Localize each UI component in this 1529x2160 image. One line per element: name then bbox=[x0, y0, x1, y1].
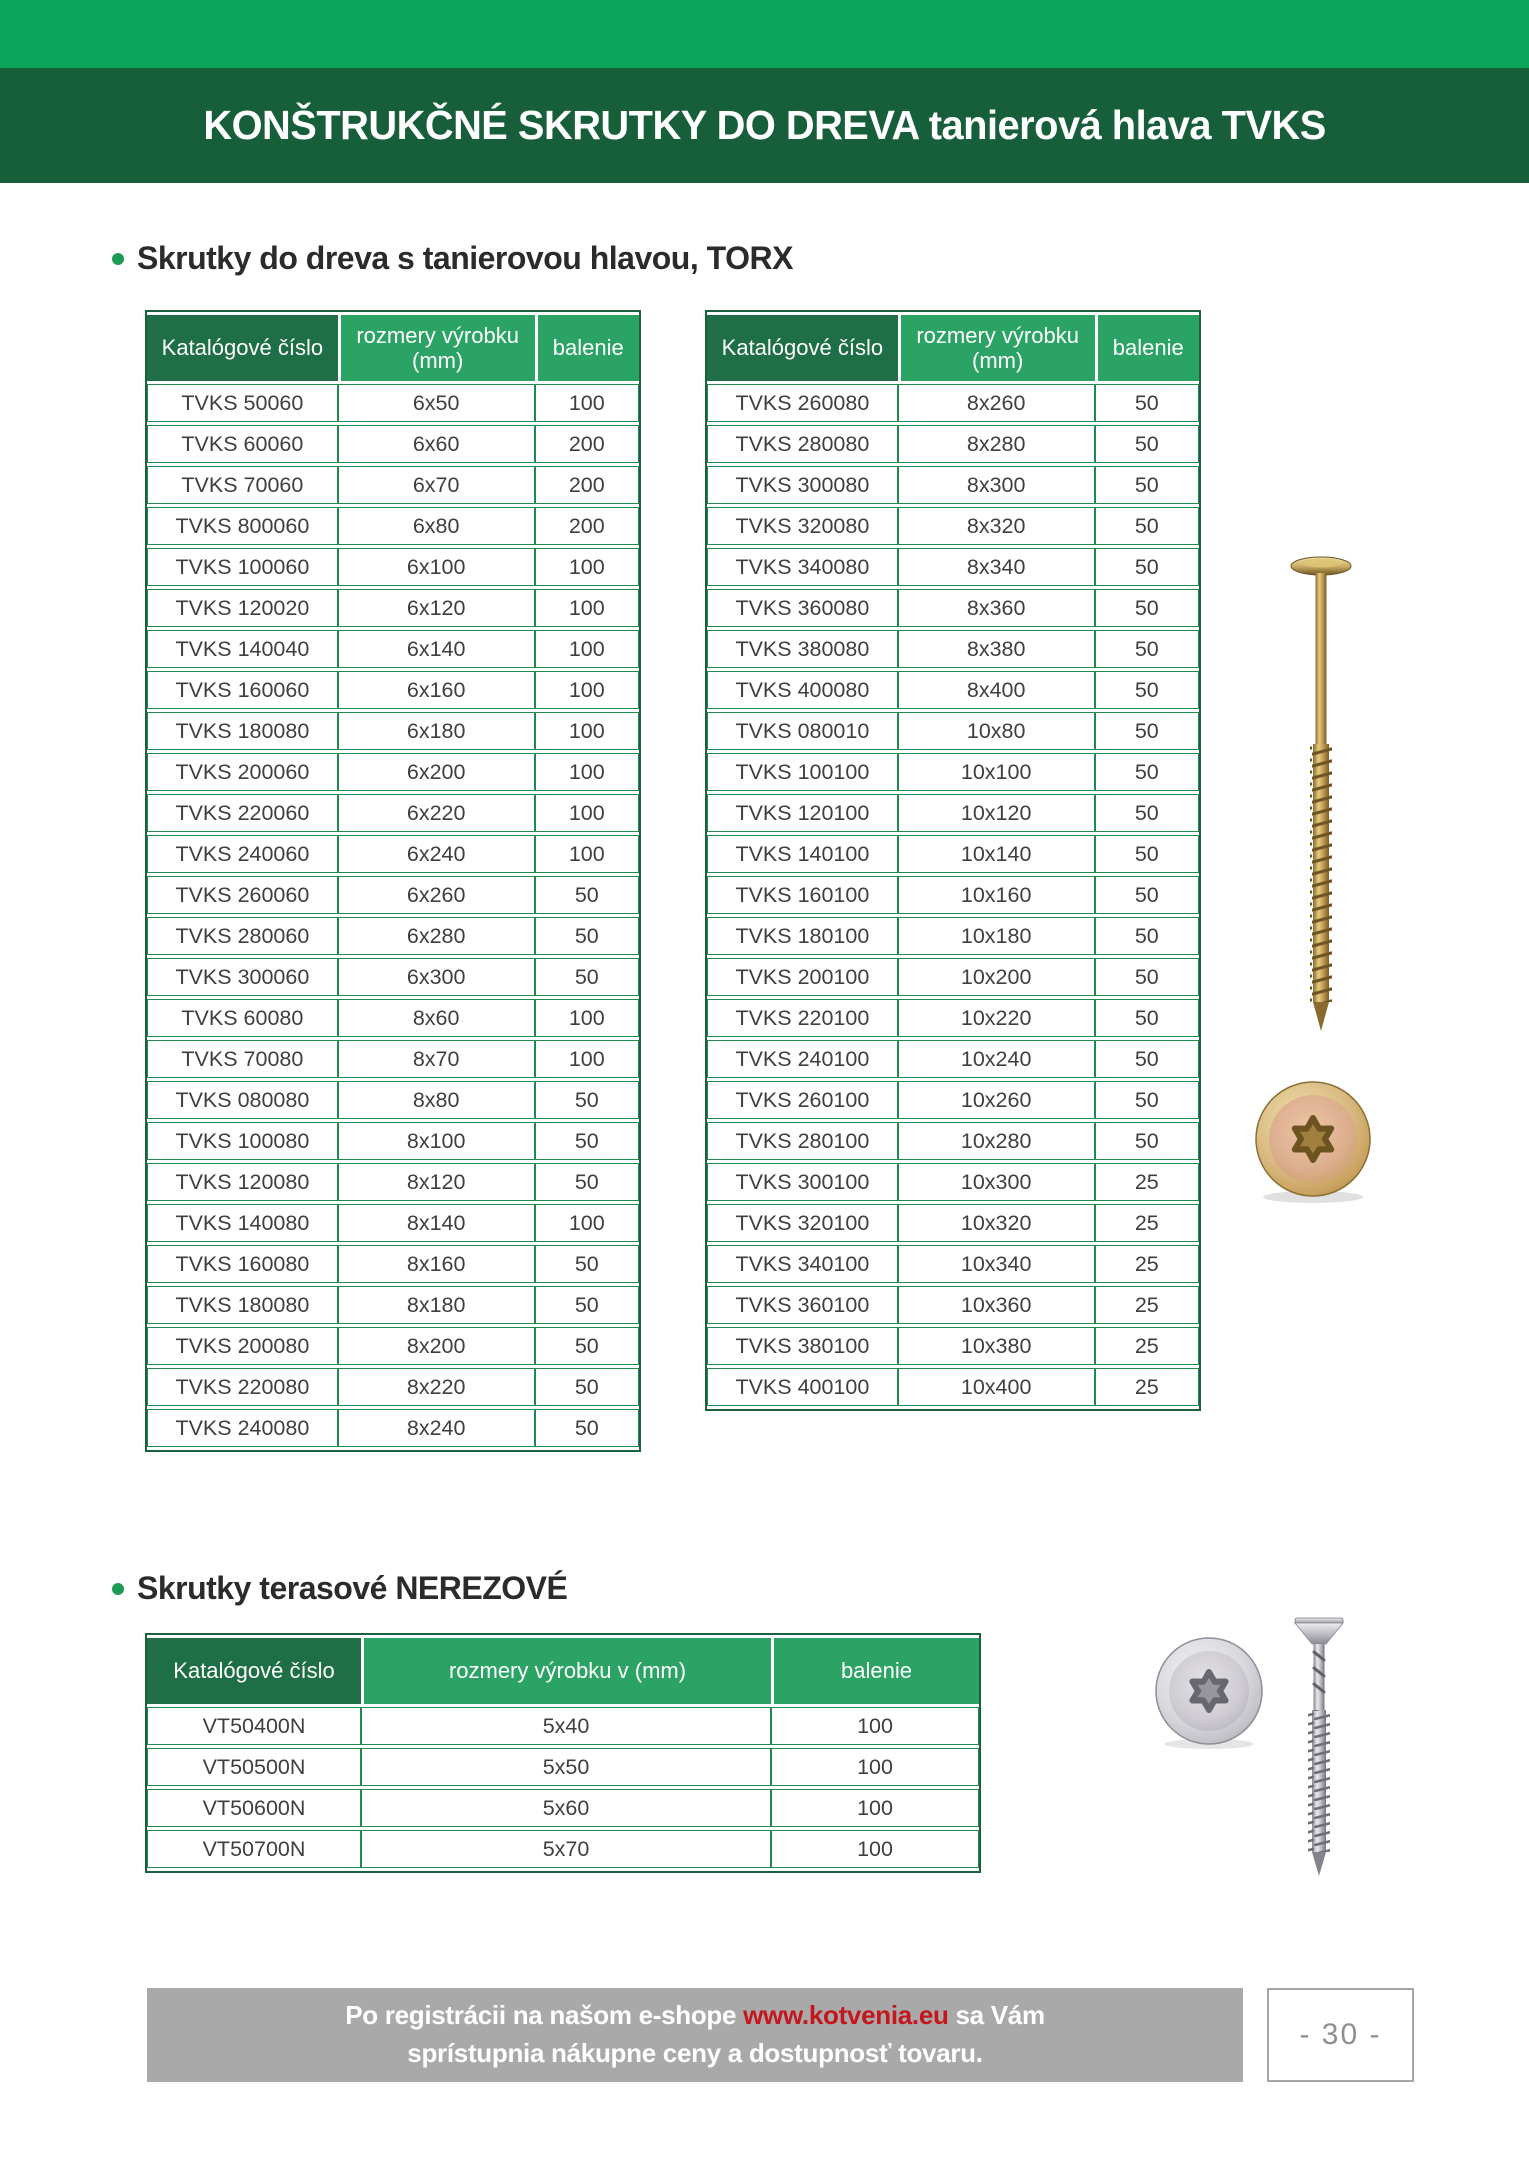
table-cell: 8x140 bbox=[338, 1204, 535, 1242]
table-cell: TVKS 360100 bbox=[707, 1286, 898, 1324]
table-row bbox=[147, 1368, 639, 1406]
table-cell: 6x70 bbox=[338, 466, 535, 504]
table-cell: TVKS 160080 bbox=[147, 1245, 338, 1283]
table-cell: 10x280 bbox=[898, 1122, 1095, 1160]
table-cell: TVKS 120100 bbox=[707, 794, 898, 832]
table-cell: TVKS 120020 bbox=[147, 589, 338, 627]
table-row bbox=[147, 589, 639, 627]
section-heading-text: Skrutky terasové NEREZOVÉ bbox=[137, 1570, 568, 1606]
table-cell: TVKS 380100 bbox=[707, 1327, 898, 1365]
footer-line-1 bbox=[345, 1997, 1045, 2035]
table-row bbox=[147, 1327, 639, 1365]
column-header: Katalógové číslo bbox=[147, 1638, 361, 1704]
table-cell: 100 bbox=[535, 1040, 639, 1078]
table-cell: TVKS 50060 bbox=[147, 384, 338, 422]
terrace-screw-side-photo bbox=[1292, 1612, 1346, 1885]
table-cell: 100 bbox=[535, 794, 639, 832]
table-row bbox=[147, 548, 639, 586]
table-header-row bbox=[147, 315, 639, 381]
table-cell: 10x340 bbox=[898, 1245, 1095, 1283]
table-cell: 50 bbox=[535, 1327, 639, 1365]
table-cell: 25 bbox=[1095, 1163, 1199, 1201]
page-number: - 30 - bbox=[1299, 2018, 1382, 2051]
page-title: KONŠTRUKČNÉ SKRUTKY DO DREVA tanierová hlava TVKS bbox=[203, 102, 1326, 148]
table-row bbox=[147, 999, 639, 1037]
table-cell: TVKS 280060 bbox=[147, 917, 338, 955]
footer-note bbox=[147, 1988, 1243, 2082]
table-cell: TVKS 100060 bbox=[147, 548, 338, 586]
column-header: rozmery výrobku v (mm) bbox=[361, 1638, 771, 1704]
table-cell: 8x100 bbox=[338, 1122, 535, 1160]
table-cell: TVKS 70060 bbox=[147, 466, 338, 504]
table-cell: 6x160 bbox=[338, 671, 535, 709]
table-cell: 50 bbox=[1095, 589, 1199, 627]
table-cell: 200 bbox=[535, 466, 639, 504]
table-cell: 10x140 bbox=[898, 835, 1095, 873]
table-cell: 50 bbox=[1095, 384, 1199, 422]
column-header: Katalógové číslo bbox=[147, 315, 338, 381]
website-link[interactable]: www.kotvenia.eu bbox=[743, 2000, 949, 2031]
table-cell: TVKS 320080 bbox=[707, 507, 898, 545]
table-cell: TVKS 260080 bbox=[707, 384, 898, 422]
table-row bbox=[147, 1789, 979, 1827]
table-cell: 50 bbox=[1095, 835, 1199, 873]
table-cell: TVKS 240100 bbox=[707, 1040, 898, 1078]
table-cell: 5x40 bbox=[361, 1707, 771, 1745]
table-row bbox=[707, 589, 1199, 627]
table-row bbox=[707, 1081, 1199, 1119]
table-cell: TVKS 60080 bbox=[147, 999, 338, 1037]
table-cell: 50 bbox=[535, 1409, 639, 1447]
table-row bbox=[707, 1163, 1199, 1201]
table-cell: 50 bbox=[1095, 999, 1199, 1037]
footer-text: sa Vám bbox=[948, 2000, 1045, 2031]
table-cell: 100 bbox=[771, 1707, 979, 1745]
table-cell: 50 bbox=[535, 917, 639, 955]
table-cell: 8x220 bbox=[338, 1368, 535, 1406]
table-row bbox=[147, 1040, 639, 1078]
table-cell: TVKS 160100 bbox=[707, 876, 898, 914]
table-header-row bbox=[707, 315, 1199, 381]
table-cell: TVKS 360080 bbox=[707, 589, 898, 627]
table-cell: TVKS 260060 bbox=[147, 876, 338, 914]
table-row bbox=[147, 753, 639, 791]
terrace-screw-head-photo bbox=[1154, 1636, 1266, 1757]
table-cell: TVKS 240080 bbox=[147, 1409, 338, 1447]
table-row bbox=[147, 1204, 639, 1242]
table-cell: 8x240 bbox=[338, 1409, 535, 1447]
table-cell: TVKS 080010 bbox=[707, 712, 898, 750]
table-cell: 100 bbox=[535, 671, 639, 709]
top-accent-bar bbox=[0, 0, 1529, 68]
table-cell: 100 bbox=[535, 384, 639, 422]
table-cell: 100 bbox=[771, 1748, 979, 1786]
table-row bbox=[707, 1286, 1199, 1324]
table-cell: TVKS 220100 bbox=[707, 999, 898, 1037]
table-cell: TVKS 180080 bbox=[147, 712, 338, 750]
table-row bbox=[707, 917, 1199, 955]
table-cell: 6x80 bbox=[338, 507, 535, 545]
table-cell: 10x100 bbox=[898, 753, 1095, 791]
table-cell: 8x80 bbox=[338, 1081, 535, 1119]
table-cell: 8x260 bbox=[898, 384, 1095, 422]
table-cell: 10x380 bbox=[898, 1327, 1095, 1365]
bullet-icon bbox=[112, 253, 124, 265]
table-cell: 8x360 bbox=[898, 589, 1095, 627]
table-cell: 50 bbox=[1095, 548, 1199, 586]
footer-line-2: sprístupnia nákupne ceny a dostupnosť tovaru. bbox=[407, 2038, 983, 2068]
table-cell: VT50700N bbox=[147, 1830, 361, 1868]
table-cell: TVKS 120080 bbox=[147, 1163, 338, 1201]
footer-text: Po registrácii na našom e-shope bbox=[345, 2000, 744, 2031]
table-row bbox=[707, 384, 1199, 422]
table-cell: 50 bbox=[1095, 917, 1199, 955]
table-cell: TVKS 400100 bbox=[707, 1368, 898, 1406]
table-row bbox=[147, 671, 639, 709]
table-cell: 50 bbox=[535, 958, 639, 996]
table-cell: TVKS 400080 bbox=[707, 671, 898, 709]
table-cell: 200 bbox=[535, 425, 639, 463]
table-row bbox=[707, 1040, 1199, 1078]
table-row bbox=[147, 1245, 639, 1283]
table-cell: TVKS 200060 bbox=[147, 753, 338, 791]
table-cell: 50 bbox=[1095, 671, 1199, 709]
table-cell: 6x50 bbox=[338, 384, 535, 422]
table-row bbox=[707, 1368, 1199, 1406]
table-cell: TVKS 300080 bbox=[707, 466, 898, 504]
table-cell: TVKS 280100 bbox=[707, 1122, 898, 1160]
table-cell: TVKS 100080 bbox=[147, 1122, 338, 1160]
table-cell: 50 bbox=[535, 1122, 639, 1160]
table-row bbox=[707, 753, 1199, 791]
table-cell: 6x60 bbox=[338, 425, 535, 463]
table-cell: 10x180 bbox=[898, 917, 1095, 955]
table-cell: TVKS 800060 bbox=[147, 507, 338, 545]
table-row bbox=[147, 794, 639, 832]
table-cell: 100 bbox=[535, 712, 639, 750]
table-cell: TVKS 240060 bbox=[147, 835, 338, 873]
table-cell: 8x280 bbox=[898, 425, 1095, 463]
table-cell: 50 bbox=[535, 1163, 639, 1201]
table-row bbox=[147, 958, 639, 996]
table-cell: TVKS 220080 bbox=[147, 1368, 338, 1406]
table-terrace-screws bbox=[145, 1633, 981, 1873]
table-tvks-left bbox=[145, 310, 641, 1452]
table-row bbox=[707, 712, 1199, 750]
table-cell: 6x200 bbox=[338, 753, 535, 791]
table-cell: 100 bbox=[535, 999, 639, 1037]
table-row bbox=[147, 507, 639, 545]
table-cell: TVKS 320100 bbox=[707, 1204, 898, 1242]
table-row bbox=[147, 1081, 639, 1119]
table-cell: TVKS 380080 bbox=[707, 630, 898, 668]
table-cell: 50 bbox=[1095, 876, 1199, 914]
table-row bbox=[147, 1163, 639, 1201]
table-cell: 50 bbox=[1095, 1040, 1199, 1078]
table-cell: 200 bbox=[535, 507, 639, 545]
table-cell: 50 bbox=[1095, 794, 1199, 832]
table-row bbox=[147, 1409, 639, 1447]
table-cell: 10x360 bbox=[898, 1286, 1095, 1324]
table-cell: 10x300 bbox=[898, 1163, 1095, 1201]
table-cell: 6x280 bbox=[338, 917, 535, 955]
table-cell: 100 bbox=[535, 589, 639, 627]
table-row bbox=[707, 876, 1199, 914]
table-cell: 5x60 bbox=[361, 1789, 771, 1827]
table-cell: 8x400 bbox=[898, 671, 1095, 709]
table-row bbox=[147, 1748, 979, 1786]
column-header: balenie bbox=[771, 1638, 979, 1704]
section-terrace-heading bbox=[112, 1570, 567, 1607]
bullet-icon bbox=[112, 1583, 124, 1595]
table-cell: 100 bbox=[771, 1789, 979, 1827]
table-cell: 8x200 bbox=[338, 1327, 535, 1365]
table-cell: TVKS 260100 bbox=[707, 1081, 898, 1119]
table-cell: 50 bbox=[1095, 753, 1199, 791]
table-cell: 6x260 bbox=[338, 876, 535, 914]
table-cell: VT50400N bbox=[147, 1707, 361, 1745]
table-cell: TVKS 280080 bbox=[707, 425, 898, 463]
table-header-row bbox=[147, 1638, 979, 1704]
table-cell: 25 bbox=[1095, 1204, 1199, 1242]
table-cell: 100 bbox=[771, 1830, 979, 1868]
table-cell: 50 bbox=[1095, 1081, 1199, 1119]
page-title-bar bbox=[0, 68, 1529, 183]
table-row bbox=[147, 466, 639, 504]
table-cell: 8x60 bbox=[338, 999, 535, 1037]
table-cell: 100 bbox=[535, 1204, 639, 1242]
table-cell: 8x70 bbox=[338, 1040, 535, 1078]
table-cell: TVKS 220060 bbox=[147, 794, 338, 832]
table-cell: 6x100 bbox=[338, 548, 535, 586]
table-cell: TVKS 340100 bbox=[707, 1245, 898, 1283]
table-row bbox=[707, 466, 1199, 504]
table-cell: 6x120 bbox=[338, 589, 535, 627]
table-cell: 10x320 bbox=[898, 1204, 1095, 1242]
table-cell: 50 bbox=[535, 876, 639, 914]
table-cell: 50 bbox=[535, 1245, 639, 1283]
table-cell: 8x120 bbox=[338, 1163, 535, 1201]
table-cell: 8x300 bbox=[898, 466, 1095, 504]
table-row bbox=[707, 507, 1199, 545]
table-row bbox=[707, 999, 1199, 1037]
table-cell: 10x400 bbox=[898, 1368, 1095, 1406]
table-cell: TVKS 160060 bbox=[147, 671, 338, 709]
table-row bbox=[707, 630, 1199, 668]
table-cell: 25 bbox=[1095, 1286, 1199, 1324]
table-cell: 6x300 bbox=[338, 958, 535, 996]
table-row bbox=[707, 794, 1199, 832]
table-cell: TVKS 140100 bbox=[707, 835, 898, 873]
table-row bbox=[707, 958, 1199, 996]
table-row bbox=[147, 1286, 639, 1324]
table-row bbox=[147, 630, 639, 668]
table-cell: TVKS 200100 bbox=[707, 958, 898, 996]
table-row bbox=[147, 835, 639, 873]
table-cell: 8x340 bbox=[898, 548, 1095, 586]
page-number-box bbox=[1267, 1988, 1414, 2082]
table-cell: 25 bbox=[1095, 1245, 1199, 1283]
section-heading-text: Skrutky do dreva s tanierovou hlavou, TORX bbox=[137, 240, 793, 276]
table-cell: 100 bbox=[535, 630, 639, 668]
table-cell: 8x380 bbox=[898, 630, 1095, 668]
table-cell: 6x240 bbox=[338, 835, 535, 873]
table-cell: 6x180 bbox=[338, 712, 535, 750]
table-cell: TVKS 60060 bbox=[147, 425, 338, 463]
table-tvks-right bbox=[705, 310, 1201, 1411]
table-cell: TVKS 180100 bbox=[707, 917, 898, 955]
table-cell: 10x240 bbox=[898, 1040, 1095, 1078]
table-cell: TVKS 140080 bbox=[147, 1204, 338, 1242]
table-cell: 8x160 bbox=[338, 1245, 535, 1283]
table-row bbox=[707, 1327, 1199, 1365]
table-cell: 5x50 bbox=[361, 1748, 771, 1786]
table-cell: 50 bbox=[1095, 1122, 1199, 1160]
table-cell: TVKS 300100 bbox=[707, 1163, 898, 1201]
table-cell: 10x80 bbox=[898, 712, 1095, 750]
column-header: rozmery výrobku (mm) bbox=[898, 315, 1095, 381]
table-cell: TVKS 340080 bbox=[707, 548, 898, 586]
column-header: balenie bbox=[535, 315, 639, 381]
table-cell: 10x120 bbox=[898, 794, 1095, 832]
section-torx-heading bbox=[112, 240, 793, 277]
column-header: balenie bbox=[1095, 315, 1199, 381]
table-cell: 50 bbox=[1095, 630, 1199, 668]
table-cell: 50 bbox=[1095, 712, 1199, 750]
table-cell: 50 bbox=[1095, 958, 1199, 996]
table-cell: VT50500N bbox=[147, 1748, 361, 1786]
table-row bbox=[707, 1245, 1199, 1283]
table-row bbox=[147, 1830, 979, 1868]
table-cell: 6x140 bbox=[338, 630, 535, 668]
table-cell: 50 bbox=[1095, 425, 1199, 463]
table-cell: 8x320 bbox=[898, 507, 1095, 545]
screw-head-photo bbox=[1252, 1078, 1376, 1211]
table-row bbox=[707, 671, 1199, 709]
table-cell: TVKS 70080 bbox=[147, 1040, 338, 1078]
table-row bbox=[707, 548, 1199, 586]
table-row bbox=[147, 384, 639, 422]
table-cell: 10x160 bbox=[898, 876, 1095, 914]
table-cell: 6x220 bbox=[338, 794, 535, 832]
table-cell: VT50600N bbox=[147, 1789, 361, 1827]
table-cell: 50 bbox=[535, 1286, 639, 1324]
table-row bbox=[147, 425, 639, 463]
table-cell: TVKS 200080 bbox=[147, 1327, 338, 1365]
table-cell: 50 bbox=[535, 1081, 639, 1119]
table-cell: 50 bbox=[1095, 466, 1199, 504]
column-header: rozmery výrobku (mm) bbox=[338, 315, 535, 381]
table-cell: 100 bbox=[535, 548, 639, 586]
table-cell: TVKS 300060 bbox=[147, 958, 338, 996]
table-cell: 10x200 bbox=[898, 958, 1095, 996]
table-cell: TVKS 140040 bbox=[147, 630, 338, 668]
table-cell: 100 bbox=[535, 835, 639, 873]
screw-side-photo bbox=[1288, 552, 1354, 1039]
table-row bbox=[147, 917, 639, 955]
table-cell: 25 bbox=[1095, 1368, 1199, 1406]
table-row bbox=[707, 1204, 1199, 1242]
table-cell: 8x180 bbox=[338, 1286, 535, 1324]
table-cell: 25 bbox=[1095, 1327, 1199, 1365]
table-row bbox=[707, 425, 1199, 463]
table-row bbox=[147, 1707, 979, 1745]
table-row bbox=[707, 1122, 1199, 1160]
table-row bbox=[707, 835, 1199, 873]
table-cell: 5x70 bbox=[361, 1830, 771, 1868]
table-cell: TVKS 100100 bbox=[707, 753, 898, 791]
table-cell: TVKS 180080 bbox=[147, 1286, 338, 1324]
table-cell: 100 bbox=[535, 753, 639, 791]
table-cell: 10x260 bbox=[898, 1081, 1095, 1119]
table-cell: TVKS 080080 bbox=[147, 1081, 338, 1119]
table-row bbox=[147, 1122, 639, 1160]
table-cell: 50 bbox=[1095, 507, 1199, 545]
table-cell: 50 bbox=[535, 1368, 639, 1406]
table-row bbox=[147, 876, 639, 914]
column-header: Katalógové číslo bbox=[707, 315, 898, 381]
table-row bbox=[147, 712, 639, 750]
table-cell: 10x220 bbox=[898, 999, 1095, 1037]
